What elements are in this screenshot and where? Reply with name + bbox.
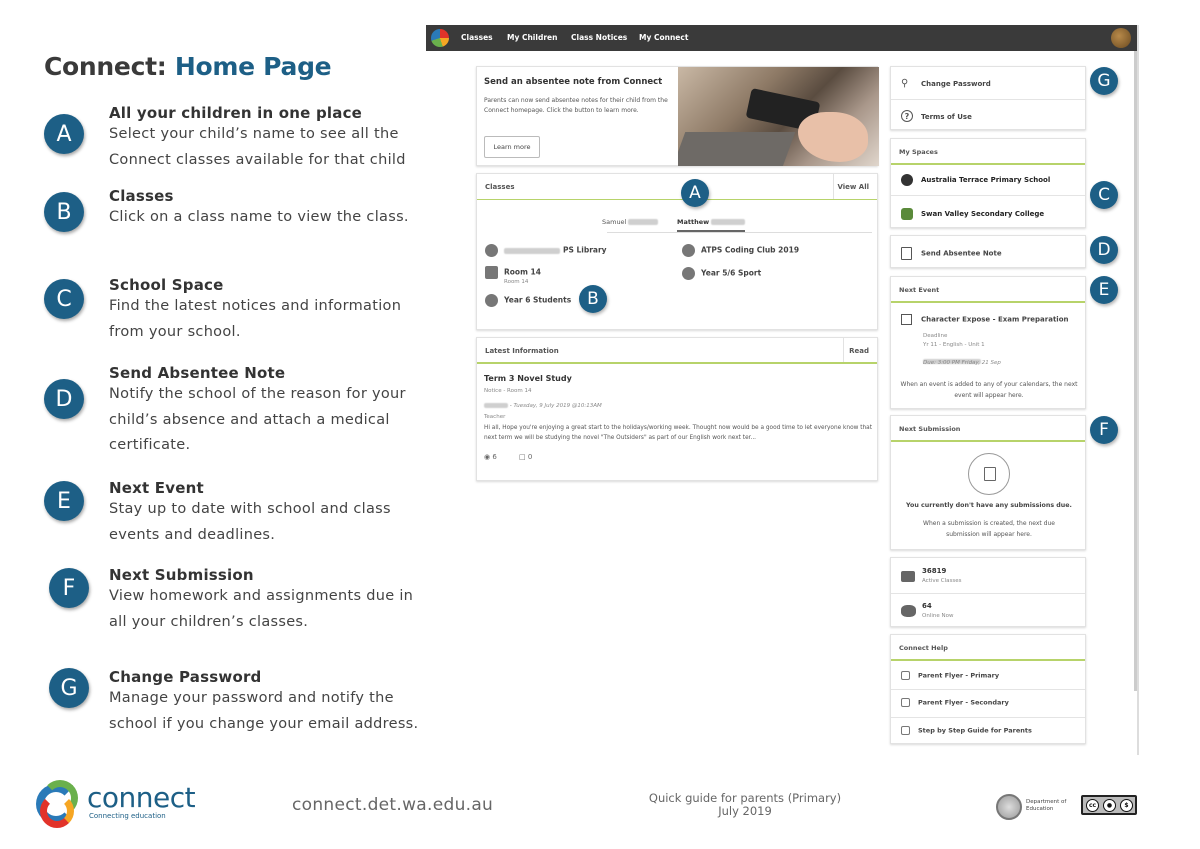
read-link[interactable]: Read bbox=[849, 347, 869, 355]
next-submission-card bbox=[890, 415, 1086, 550]
feature-title: Change Password bbox=[109, 668, 262, 686]
event-note: When an event is added to any of your calendars, the next event will appear here. bbox=[900, 381, 1078, 399]
latest-info-card bbox=[476, 337, 878, 481]
promo-text: Parents can now send absentee notes for their child from the Connect homepage. Click the button to learn more. bbox=[484, 97, 668, 114]
room-icon bbox=[485, 266, 498, 279]
marker-b: B bbox=[579, 285, 607, 313]
stats-card: 36819 Active Classes 64 Online Now bbox=[890, 557, 1086, 627]
space-item-secondary[interactable]: Swan Valley Secondary College bbox=[891, 208, 1085, 220]
classes-header bbox=[477, 174, 877, 200]
comment-icon: □ bbox=[519, 453, 526, 461]
my-spaces-card bbox=[890, 138, 1086, 228]
badge-g: G bbox=[49, 668, 89, 708]
classes-card bbox=[476, 173, 878, 330]
page-title bbox=[44, 52, 331, 81]
class-item[interactable]: Room 14 Room 14 bbox=[485, 266, 541, 285]
document-icon bbox=[901, 247, 912, 260]
notice-views: ◉ 6 bbox=[484, 453, 497, 461]
child-tab-samuel[interactable]: Samuel bbox=[602, 218, 658, 226]
learn-more-button[interactable]: Learn more bbox=[484, 136, 540, 158]
feature-title: Send Absentee Note bbox=[109, 364, 286, 382]
space-item-primary[interactable]: Australia Terrace Primary School bbox=[891, 174, 1085, 186]
feature-title: Next Event bbox=[109, 479, 204, 497]
terms-link[interactable]: ? Terms of Use bbox=[891, 110, 1085, 122]
connect-help-header: Connect Help bbox=[891, 635, 1085, 661]
users-icon bbox=[901, 605, 916, 617]
feature-text: View homework and assignments due in all your children’s classes. bbox=[109, 588, 414, 630]
title-main: Home Page bbox=[174, 52, 332, 81]
marker-a: A bbox=[681, 179, 709, 207]
submission-empty: You currently don't have any submissions due. bbox=[906, 502, 1072, 509]
badge-d: D bbox=[44, 379, 84, 419]
doc-icon bbox=[901, 671, 910, 680]
feature-text: Find the latest notices and information from your school. bbox=[109, 298, 402, 340]
school-crest-icon bbox=[901, 208, 913, 220]
laptop-image bbox=[678, 132, 795, 166]
class-icon bbox=[485, 244, 498, 257]
feature-text: Manage your password and notify the school if you change your email address. bbox=[109, 690, 419, 732]
feature-text: Click on a class name to view the class. bbox=[109, 209, 409, 225]
absentee-card[interactable] bbox=[890, 235, 1086, 268]
event-class: Yr 11 - English - Unit 1 bbox=[923, 342, 985, 348]
send-absentee-link[interactable]: Send Absentee Note bbox=[891, 247, 1085, 260]
help-circle-icon: ? bbox=[901, 110, 913, 122]
account-card bbox=[890, 66, 1086, 130]
feature-title: All your children in one place bbox=[109, 104, 363, 122]
my-spaces-header: My Spaces bbox=[891, 139, 1085, 165]
event-due: Due: 3:00 PM Friday, 21 Sep bbox=[923, 360, 1001, 366]
app-screenshot bbox=[426, 25, 1139, 755]
badge-a: A bbox=[44, 114, 84, 154]
top-nav bbox=[426, 25, 1139, 51]
event-title[interactable]: Character Expose - Exam Preparation bbox=[901, 314, 1069, 325]
marker-d: D bbox=[1090, 236, 1118, 264]
connect-help-card bbox=[890, 634, 1086, 744]
notice-body: Hi all, Hope you're enjoying a great start to the holidays/working week. Thought now would be a good time to let everyone know that next term we will be studying the novel "The Outsiders" as part of our English work next ter... bbox=[484, 425, 872, 441]
badge-f: F bbox=[49, 568, 89, 608]
event-type: Deadline bbox=[923, 333, 948, 339]
class-item[interactable]: Year 5/6 Sport bbox=[682, 267, 761, 280]
feature-title: Next Submission bbox=[109, 566, 254, 584]
school-crest-icon bbox=[901, 174, 913, 186]
notice-date: - Tuesday, 9 July 2019 @10:13AM bbox=[484, 403, 602, 409]
class-item[interactable]: PS Library bbox=[485, 244, 607, 257]
doc-icon bbox=[901, 698, 910, 707]
scrollbar[interactable] bbox=[1134, 51, 1137, 691]
creative-commons-license-icon: cc ● $ bbox=[1081, 795, 1137, 815]
class-item[interactable]: ATPS Coding Club 2019 bbox=[682, 244, 799, 257]
calendar-icon bbox=[901, 314, 912, 325]
feature-text: Notify the school of the reason for your child’s absence and attach a medical certificate. bbox=[109, 386, 406, 454]
badge-b: B bbox=[44, 192, 84, 232]
doc-icon bbox=[901, 726, 910, 735]
footer-guide-info: Quick guide for parents (Primary) July 2019 bbox=[648, 791, 842, 818]
help-item[interactable]: Parent Flyer - Secondary bbox=[891, 698, 1085, 707]
help-item[interactable]: Step by Step Guide for Parents bbox=[891, 726, 1085, 735]
eye-icon: ◉ bbox=[484, 453, 491, 461]
nav-my-children[interactable]: My Children bbox=[507, 33, 558, 42]
hand-image bbox=[798, 112, 868, 162]
footer-url[interactable]: connect.det.wa.edu.au bbox=[292, 795, 494, 815]
view-all-link[interactable]: View All bbox=[837, 183, 869, 191]
feature-title: Classes bbox=[109, 187, 174, 205]
marker-c: C bbox=[1090, 181, 1118, 209]
notice-title[interactable]: Term 3 Novel Study bbox=[484, 374, 572, 383]
latest-header bbox=[477, 338, 877, 364]
feature-title: School Space bbox=[109, 276, 224, 294]
room-icon bbox=[901, 571, 915, 582]
notice-role: Teacher bbox=[484, 414, 506, 420]
marker-f: F bbox=[1090, 416, 1118, 444]
promo-card bbox=[476, 66, 878, 166]
submission-icon bbox=[968, 453, 1010, 495]
next-event-header: Next Event bbox=[891, 277, 1085, 303]
submission-note: When a submission is created, the next due submission will appear here. bbox=[923, 520, 1055, 538]
user-avatar[interactable] bbox=[1111, 28, 1131, 48]
latest-title: Latest Information bbox=[485, 347, 559, 355]
connect-logo-icon bbox=[36, 780, 82, 828]
department-name: Department of Education bbox=[1026, 799, 1067, 812]
footer-brand: connect bbox=[87, 781, 196, 814]
promo-title: Send an absentee note from Connect bbox=[484, 77, 663, 87]
class-item[interactable]: Year 6 Students bbox=[485, 294, 571, 307]
change-password-link[interactable]: ⚲ Change Password bbox=[901, 78, 991, 89]
badge-e: E bbox=[44, 481, 84, 521]
notice-sub: Notice - Room 14 bbox=[484, 388, 532, 394]
classes-title: Classes bbox=[485, 183, 515, 191]
badge-c: C bbox=[44, 279, 84, 319]
department-seal-icon bbox=[996, 794, 1022, 820]
feature-text: Select your child’s name to see all the Connect classes available for that child bbox=[109, 126, 406, 168]
notice-comments[interactable]: □ 0 bbox=[519, 453, 533, 461]
title-prefix: Connect: bbox=[44, 52, 167, 81]
nav-classes[interactable]: Classes bbox=[461, 33, 493, 42]
nav-my-connect[interactable]: My Connect bbox=[639, 33, 689, 42]
next-submission-header: Next Submission bbox=[891, 416, 1085, 442]
class-icon bbox=[485, 294, 498, 307]
footer-tagline: Connecting education bbox=[89, 812, 166, 820]
promo-photo bbox=[678, 67, 879, 166]
class-icon bbox=[682, 267, 695, 280]
connect-logo-icon[interactable] bbox=[431, 29, 449, 47]
next-event-card bbox=[890, 276, 1086, 409]
help-item[interactable]: Parent Flyer - Primary bbox=[891, 671, 1085, 680]
marker-e: E bbox=[1090, 276, 1118, 304]
nav-class-notices[interactable]: Class Notices bbox=[571, 33, 628, 42]
child-tab-matthew[interactable]: Matthew bbox=[677, 218, 745, 232]
marker-g: G bbox=[1090, 67, 1118, 95]
class-icon bbox=[682, 244, 695, 257]
feature-text: Stay up to date with school and class events and deadlines. bbox=[109, 501, 391, 543]
key-icon: ⚲ bbox=[901, 78, 909, 89]
